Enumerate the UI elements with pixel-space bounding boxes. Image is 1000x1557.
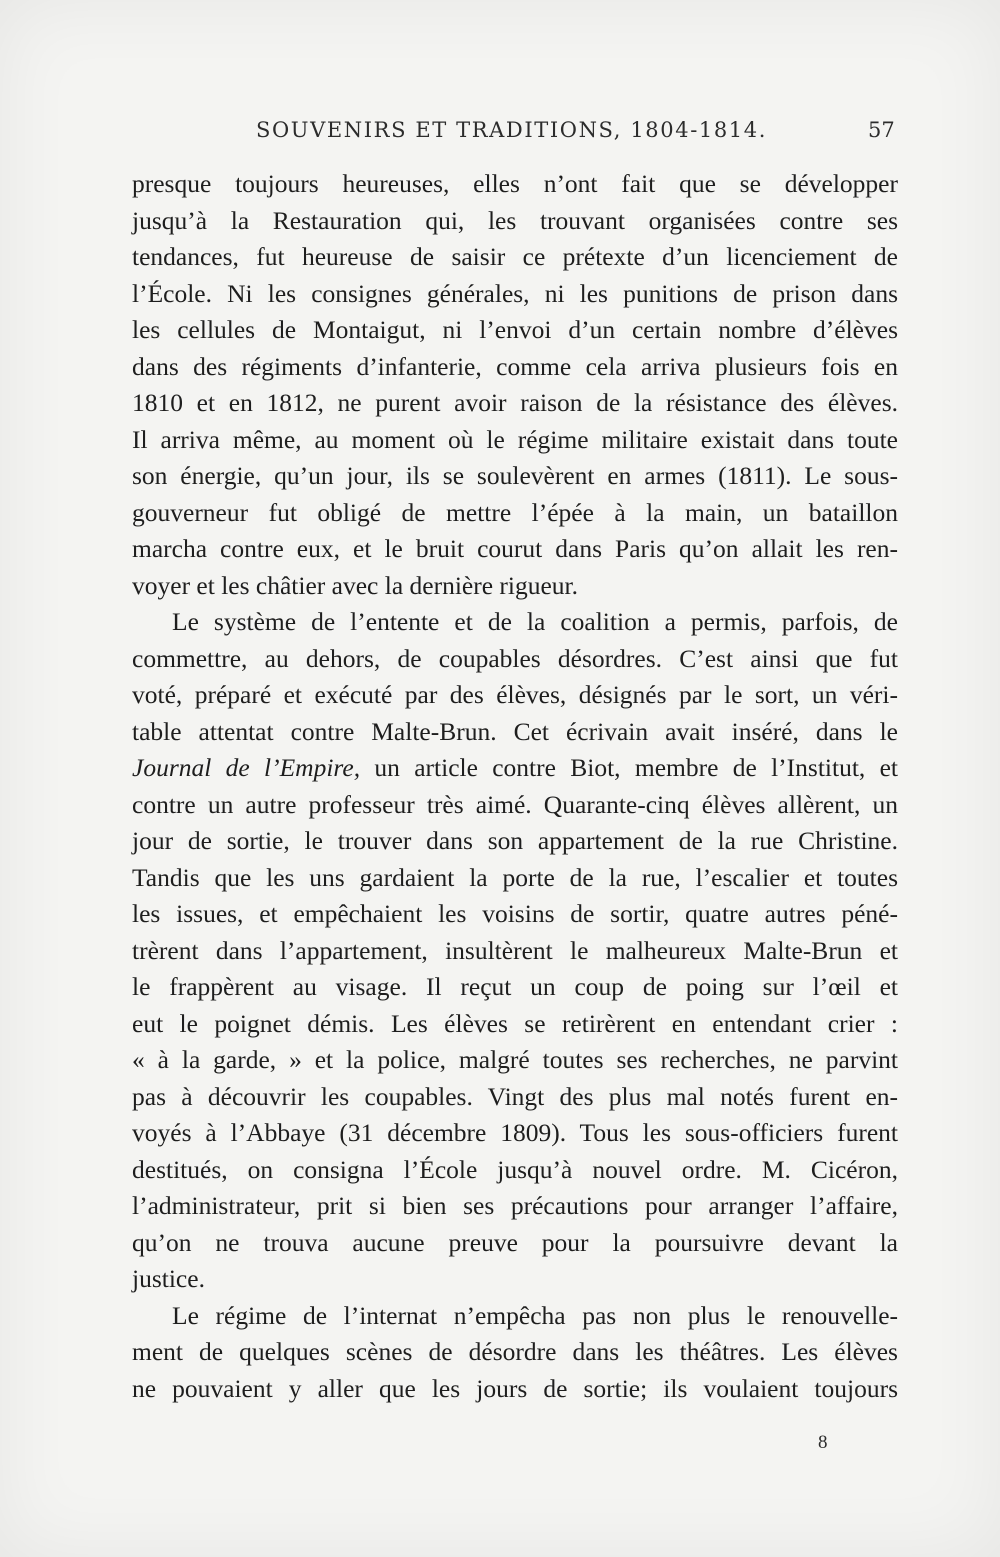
text-line: eut le poignet démis. Les élèves se retirèrent en entendant crier : (132, 1008, 898, 1038)
text-line: destitués, on consigna l’École jusqu’à nouvel ordre. M. Cicéron, (132, 1154, 898, 1184)
text-line: dans des régiments d’infanterie, comme cela arriva plusieurs fois en (132, 351, 898, 381)
text-line: commettre, au dehors, de coupables désordres. C’est ainsi que fut (132, 643, 898, 673)
journal-title: Journal de l’Empire, (132, 753, 361, 782)
body-text (132, 166, 898, 1407)
text-line: table attentat contre Malte-Brun. Cet écrivain avait inséré, dans le (132, 716, 898, 746)
text-line: voyer et les châtier avec la dernière rigueur. (132, 570, 579, 600)
text-line: jusqu’à la Restauration qui, les trouvant organisées contre ses (132, 205, 898, 235)
text-line: Le régime de l’internat n’empêcha pas non plus le renouvelle- (172, 1300, 898, 1330)
text-line: Le système de l’entente et de la coalition a permis, parfois, de (172, 607, 898, 636)
text-line: les cellules de Montaigut, ni l’envoi d’un certain nombre d’élèves (132, 315, 898, 344)
text-line: justice. (132, 1264, 205, 1293)
text-line: Tandis que les uns gardaient la porte de la rue, l’escalier et toutes (132, 862, 898, 892)
text-line: presque toujours heureuses, elles n’ont fait que se développer (132, 169, 898, 198)
page-number: 57 (868, 118, 895, 142)
text-line: marcha contre eux, et le bruit courut dans Paris qu’on allait les ren- (132, 534, 898, 563)
text-line: contre un autre professeur très aimé. Quarante-cinq élèves allèrent, un (132, 789, 898, 819)
text-line: tendances, fut heureuse de saisir ce prétexte d’un licenciement de (132, 242, 898, 271)
text-line: voyés à l’Abbaye (31 décembre 1809). Tous les sous-officiers furent (132, 1118, 898, 1147)
text-line: l’École. Ni les consignes générales, ni les punitions de prison dans (132, 278, 898, 308)
text-line: trèrent dans l’appartement, insultèrent le malheureux Malte-Brun et (132, 935, 898, 965)
text-line: 1810 et en 1812, ne purent avoir raison de la résistance des élèves. (132, 388, 898, 417)
text-line: Il arriva même, au moment où le régime militaire existait dans toute (132, 424, 898, 454)
text-line: qu’on ne trouva aucune preuve pour la poursuivre devant la (132, 1227, 898, 1257)
text-line: les issues, et empêchaient les voisins de sortir, quatre autres péné- (132, 899, 898, 928)
text-fragment: un article contre Biot, membre de l’Institut, et (374, 753, 899, 782)
text-line: ne pouvaient y aller que les jours de sortie; ils voulaient toujours (132, 1373, 898, 1403)
running-head-title: SOUVENIRS ET TRADITIONS, 1804-1814. (256, 118, 768, 142)
text-line: pas à découvrir les coupables. Vingt des plus mal notés furent en- (132, 1081, 898, 1111)
text-line: voté, préparé et exécuté par des élèves, désignés par le sort, un véri- (132, 680, 898, 709)
text-line: son énergie, qu’un jour, ils se soulevèrent en armes (1811). Le sous- (132, 461, 898, 490)
text-line: gouverneur fut obligé de mettre l’épée à la main, un bataillon (132, 497, 898, 527)
text-line: ment de quelques scènes de désordre dans les théâtres. Les élèves (132, 1337, 898, 1366)
text-line: « à la garde, » et la police, malgré toutes ses recherches, ne parvint (132, 1045, 898, 1074)
text-line: le frappèrent au visage. Il reçut un coup de poing sur l’œil et (132, 972, 898, 1001)
text-line-with-italic (132, 750, 898, 787)
text-line: l’administrateur, prit si bien ses précautions pour arranger l’affaire, (132, 1191, 898, 1220)
signature-mark: 8 (818, 1432, 828, 1453)
text-line: jour de sortie, le trouver dans son appartement de la rue Christine. (132, 826, 898, 855)
